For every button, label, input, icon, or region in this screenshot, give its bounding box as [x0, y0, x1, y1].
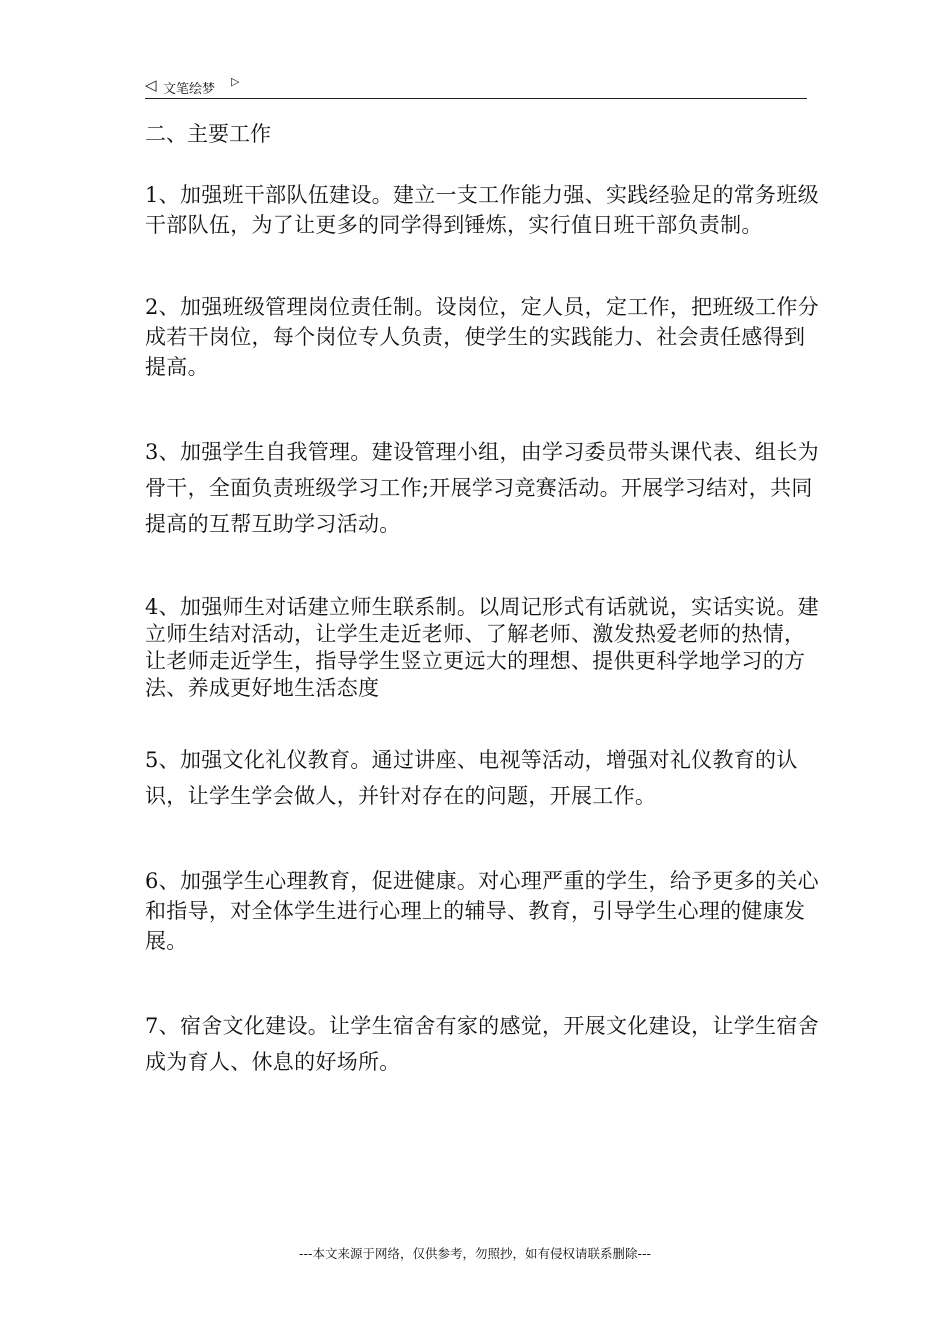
paragraph-4: 4、加强师生对话建立师生联系制。以周记形式有话就说，实话实说。建立师生结对活动，让学生走近老师、了解老师、激发热爱老师的热情，让老师走近学生，指导学生竖立更远大的理想、提供更科学地学习的方法、养成更好地生活态度 [145, 595, 819, 700]
paragraph-7: 7、宿舍文化建设。让学生宿舍有家的感觉，开展文化建设，让学生宿舍成为育人、休息的好场所。 [145, 1014, 819, 1074]
paragraph-3: 3、加强学生自我管理。建设管理小组，由学习委员带头课代表、组长为骨干，全面负责班级学习工作;开展学习竞赛活动。开展学习结对，共同提高的互帮互助学习活动。 [145, 440, 819, 536]
page-footer: ---本文来源于网络，仅供参考，勿照抄，如有侵权请联系删除--- [298, 1246, 652, 1261]
paragraph-1: 1、加强班干部队伍建设。建立一支工作能力强、实践经验足的常务班级干部队伍，为了让更多的同学得到锤炼，实行值日班干部负责制。 [145, 183, 819, 237]
paragraph-6: 6、加强学生心理教育，促进健康。对心理严重的学生，给予更多的关心和指导，对全体学生进行心理上的辅导、教育，引导学生心理的健康发展。 [145, 869, 819, 953]
right-triangle-icon: ▷ [231, 75, 240, 88]
left-triangle-icon: ◁ [145, 76, 157, 94]
paragraph-2: 2、加强班级管理岗位责任制。设岗位，定人员，定工作，把班级工作分成若干岗位，每个岗位专人负责，使学生的实践能力、社会责任感得到提高。 [145, 295, 819, 379]
paragraph-5: 5、加强文化礼仪教育。通过讲座、电视等活动，增强对礼仪教育的认识，让学生学会做人，并针对存在的问题，开展工作。 [145, 748, 798, 808]
header-brand: 文笔绘梦 [163, 82, 216, 97]
page-header [145, 72, 807, 99]
section-title: 二、主要工作 [145, 122, 271, 146]
document-body [145, 118, 825, 1080]
